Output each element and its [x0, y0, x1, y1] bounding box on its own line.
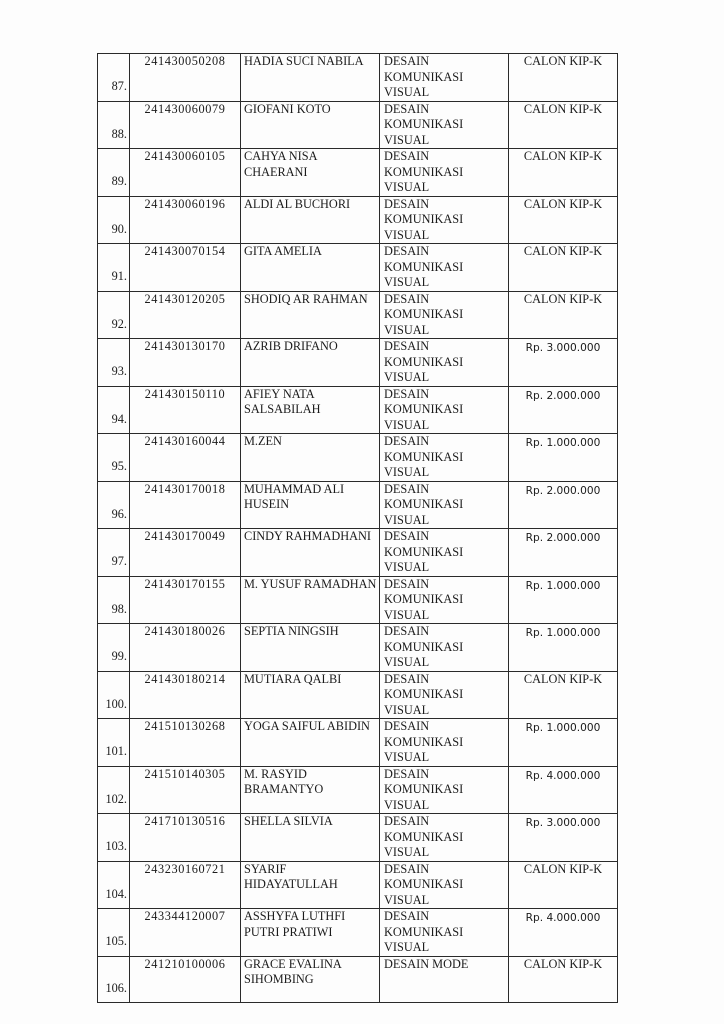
study-program-line: VISUAL: [384, 322, 430, 337]
scholarship-status-cell: Rp. 4.000.000: [509, 766, 618, 814]
study-program-line: VISUAL: [384, 85, 430, 99]
student-id-cell: 241210100006: [130, 956, 241, 1003]
student-id-cell: 241430130170: [130, 339, 241, 387]
student-name-cell: MUTIARA QALBI: [241, 671, 380, 719]
study-program-cell: [380, 386, 509, 434]
study-program-line: KOMUNIKASI: [384, 259, 464, 274]
student-id-cell: 241430170049: [130, 529, 241, 577]
row-number: 89.: [98, 149, 130, 197]
study-program-line: VISUAL: [384, 560, 430, 574]
study-program-cell: [380, 956, 509, 1003]
row-number: 96.: [98, 481, 130, 529]
study-program-line: VISUAL: [384, 180, 430, 194]
student-name-cell: ASSHYFA LUTHFI PUTRI PRATIWI: [241, 909, 380, 957]
student-id-cell: 241510140305: [130, 766, 241, 814]
student-id-cell: 241430050208: [130, 54, 241, 102]
table-row: [98, 956, 618, 1003]
study-program-line: KOMUNIKASI: [384, 544, 464, 559]
study-program-line: VISUAL: [384, 370, 430, 384]
study-program-line: VISUAL: [384, 940, 430, 954]
student-id-cell: 241430060079: [130, 101, 241, 149]
study-program-line: DESAIN: [384, 671, 430, 686]
study-program-line: VISUAL: [384, 227, 430, 242]
row-number: 94.: [98, 386, 130, 434]
study-program-line: KOMUNIKASI: [384, 877, 464, 891]
student-id-cell: 243230160721: [130, 861, 241, 909]
study-program-line: DESAIN: [384, 386, 430, 401]
study-program-cell: [380, 244, 509, 292]
student-id-cell: 241430070154: [130, 244, 241, 292]
study-program-line: DESAIN: [384, 909, 430, 923]
table-row: [98, 814, 618, 862]
study-program-line: DESAIN: [384, 244, 430, 258]
row-number: 93.: [98, 339, 130, 387]
study-program-line: KOMUNIKASI: [384, 687, 464, 701]
table-body: [98, 54, 618, 1003]
study-program-line: VISUAL: [384, 702, 430, 717]
study-program-cell: [380, 291, 509, 339]
row-number: 101.: [98, 719, 130, 767]
study-program-cell: [380, 481, 509, 529]
study-program-cell: [380, 529, 509, 577]
table-row: [98, 529, 618, 577]
row-number: 87.: [98, 54, 130, 102]
student-name-cell: CAHYA NISA CHAERANI: [241, 149, 380, 197]
student-name-cell: M.ZEN: [241, 434, 380, 482]
scholarship-status-cell: CALON KIP-K: [509, 956, 618, 1003]
scholarship-status-cell: Rp. 1.000.000: [509, 624, 618, 672]
scholarship-status-cell: Rp. 1.000.000: [509, 576, 618, 624]
study-program-line: VISUAL: [384, 465, 430, 479]
study-program-line: KOMUNIKASI: [384, 829, 464, 844]
study-program-line: DESAIN: [384, 434, 430, 448]
study-program-line: DESAIN: [384, 624, 430, 638]
student-name-cell: SYARIF HIDAYATULLAH: [241, 861, 380, 909]
student-name-cell: M. RASYID BRAMANTYO: [241, 766, 380, 814]
student-id-cell: 243344120007: [130, 909, 241, 957]
table-row: [98, 481, 618, 529]
row-number: 97.: [98, 529, 130, 577]
row-number: 88.: [98, 101, 130, 149]
student-name-cell: MUHAMMAD ALI HUSEIN: [241, 481, 380, 529]
student-name-cell: AZRIB DRIFANO: [241, 339, 380, 387]
row-number: 92.: [98, 291, 130, 339]
row-number: 91.: [98, 244, 130, 292]
study-program-line: KOMUNIKASI: [384, 449, 464, 464]
study-program-cell: [380, 196, 509, 244]
student-name-cell: M. YUSUF RAMADHAN: [241, 576, 380, 624]
table-row: [98, 196, 618, 244]
scholarship-status-cell: CALON KIP-K: [509, 671, 618, 719]
student-id-cell: 241430160044: [130, 434, 241, 482]
scholarship-status-cell: CALON KIP-K: [509, 861, 618, 909]
table-row: [98, 766, 618, 814]
row-number: 106.: [98, 956, 130, 1003]
study-program-cell: [380, 624, 509, 672]
study-program-line: DESAIN: [384, 101, 430, 116]
study-program-line: KOMUNIKASI: [384, 212, 464, 226]
study-program-line: KOMUNIKASI: [384, 164, 464, 179]
student-id-cell: 241430180214: [130, 671, 241, 719]
study-program-line: VISUAL: [384, 275, 430, 289]
study-program-cell: [380, 909, 509, 957]
study-program-cell: [380, 54, 509, 102]
scholarship-status-cell: CALON KIP-K: [509, 149, 618, 197]
row-number: 90.: [98, 196, 130, 244]
student-id-cell: 241430060105: [130, 149, 241, 197]
study-program-line: VISUAL: [384, 417, 430, 432]
study-program-line: KOMUNIKASI: [384, 782, 464, 796]
study-program-cell: [380, 339, 509, 387]
study-program-line: DESAIN: [384, 149, 430, 163]
student-name-cell: SEPTIA NINGSIH: [241, 624, 380, 672]
study-program-line: KOMUNIKASI: [384, 734, 464, 749]
study-program-line: VISUAL: [384, 512, 430, 527]
study-program-line: VISUAL: [384, 655, 430, 669]
table-row: [98, 576, 618, 624]
study-program-line: VISUAL: [384, 132, 430, 147]
row-number: 95.: [98, 434, 130, 482]
row-number: 103.: [98, 814, 130, 862]
table-row: [98, 101, 618, 149]
study-program-line: DESAIN: [384, 291, 430, 306]
study-program-cell: [380, 101, 509, 149]
student-id-cell: 241430170155: [130, 576, 241, 624]
student-name-cell: AFIEY NATA SALSABILAH: [241, 386, 380, 434]
study-program-cell: [380, 766, 509, 814]
row-number: 102.: [98, 766, 130, 814]
row-number: 99.: [98, 624, 130, 672]
student-name-cell: SHELLA SILVIA: [241, 814, 380, 862]
study-program-cell: [380, 861, 509, 909]
row-number: 105.: [98, 909, 130, 957]
row-number: 100.: [98, 671, 130, 719]
study-program-line: DESAIN: [384, 54, 430, 68]
scholarship-status-cell: Rp. 3.000.000: [509, 814, 618, 862]
study-program-line: VISUAL: [384, 892, 430, 907]
study-program-line: VISUAL: [384, 797, 430, 812]
study-program-line: DESAIN: [384, 576, 430, 591]
student-id-cell: 241430150110: [130, 386, 241, 434]
student-id-cell: 241710130516: [130, 814, 241, 862]
study-program-line: DESAIN: [384, 529, 430, 543]
table-row: [98, 291, 618, 339]
study-program-line: KOMUNIKASI: [384, 69, 464, 84]
student-name-cell: GRACE EVALINA SIHOMBING: [241, 956, 380, 1003]
study-program-line: DESAIN: [384, 814, 430, 828]
study-program-cell: [380, 719, 509, 767]
student-id-cell: 241430170018: [130, 481, 241, 529]
student-name-cell: YOGA SAIFUL ABIDIN: [241, 719, 380, 767]
scholarship-status-cell: Rp. 2.000.000: [509, 386, 618, 434]
study-program-line: DESAIN: [384, 339, 430, 353]
table-row: [98, 624, 618, 672]
table-row: [98, 54, 618, 102]
study-program-line: DESAIN: [384, 719, 430, 733]
student-id-cell: 241430060196: [130, 196, 241, 244]
table-row: [98, 386, 618, 434]
study-program-line: DESAIN: [384, 481, 430, 496]
study-program-cell: [380, 814, 509, 862]
scholarship-status-cell: Rp. 3.000.000: [509, 339, 618, 387]
table-row: [98, 434, 618, 482]
student-id-cell: 241430120205: [130, 291, 241, 339]
scholarship-status-cell: Rp. 4.000.000: [509, 909, 618, 957]
study-program-line: KOMUNIKASI: [384, 924, 464, 939]
study-program-line: VISUAL: [384, 845, 430, 859]
study-program-line: DESAIN: [384, 766, 430, 781]
student-id-cell: 241430180026: [130, 624, 241, 672]
study-program-line: KOMUNIKASI: [384, 497, 464, 511]
student-name-cell: ALDI AL BUCHORI: [241, 196, 380, 244]
study-program-cell: [380, 576, 509, 624]
table-row: [98, 719, 618, 767]
study-program-line: DESAIN: [384, 196, 430, 211]
row-number: 104.: [98, 861, 130, 909]
scholarship-status-cell: CALON KIP-K: [509, 196, 618, 244]
scholarship-status-cell: CALON KIP-K: [509, 244, 618, 292]
student-name-cell: CINDY RAHMADHANI: [241, 529, 380, 577]
student-name-cell: GIOFANI KOTO: [241, 101, 380, 149]
student-id-cell: 241510130268: [130, 719, 241, 767]
table-row: [98, 861, 618, 909]
study-program-line: KOMUNIKASI: [384, 354, 464, 369]
study-program-cell: [380, 671, 509, 719]
study-program-line: DESAIN MODE: [384, 956, 469, 971]
study-program-line: KOMUNIKASI: [384, 117, 464, 131]
student-name-cell: GITA AMELIA: [241, 244, 380, 292]
table-row: [98, 244, 618, 292]
table-row: [98, 909, 618, 957]
scholarship-status-cell: Rp. 1.000.000: [509, 719, 618, 767]
study-program-line: KOMUNIKASI: [384, 402, 464, 416]
scholarship-status-cell: Rp. 1.000.000: [509, 434, 618, 482]
study-program-line: VISUAL: [384, 750, 430, 764]
study-program-cell: [380, 149, 509, 197]
study-program-line: VISUAL: [384, 607, 430, 622]
table-row: [98, 671, 618, 719]
study-program-line: KOMUNIKASI: [384, 592, 464, 606]
scholarship-status-cell: Rp. 2.000.000: [509, 529, 618, 577]
scholarship-table: [97, 53, 618, 1003]
scholarship-status-cell: CALON KIP-K: [509, 291, 618, 339]
scholarship-status-cell: Rp. 2.000.000: [509, 481, 618, 529]
row-number: 98.: [98, 576, 130, 624]
table-row: [98, 339, 618, 387]
table-row: [98, 149, 618, 197]
study-program-line: DESAIN: [384, 861, 430, 876]
student-name-cell: HADIA SUCI NABILA: [241, 54, 380, 102]
study-program-line: KOMUNIKASI: [384, 639, 464, 654]
scholarship-status-cell: CALON KIP-K: [509, 101, 618, 149]
study-program-line: KOMUNIKASI: [384, 307, 464, 321]
scholarship-status-cell: CALON KIP-K: [509, 54, 618, 102]
student-name-cell: SHODIQ AR RAHMAN: [241, 291, 380, 339]
study-program-cell: [380, 434, 509, 482]
